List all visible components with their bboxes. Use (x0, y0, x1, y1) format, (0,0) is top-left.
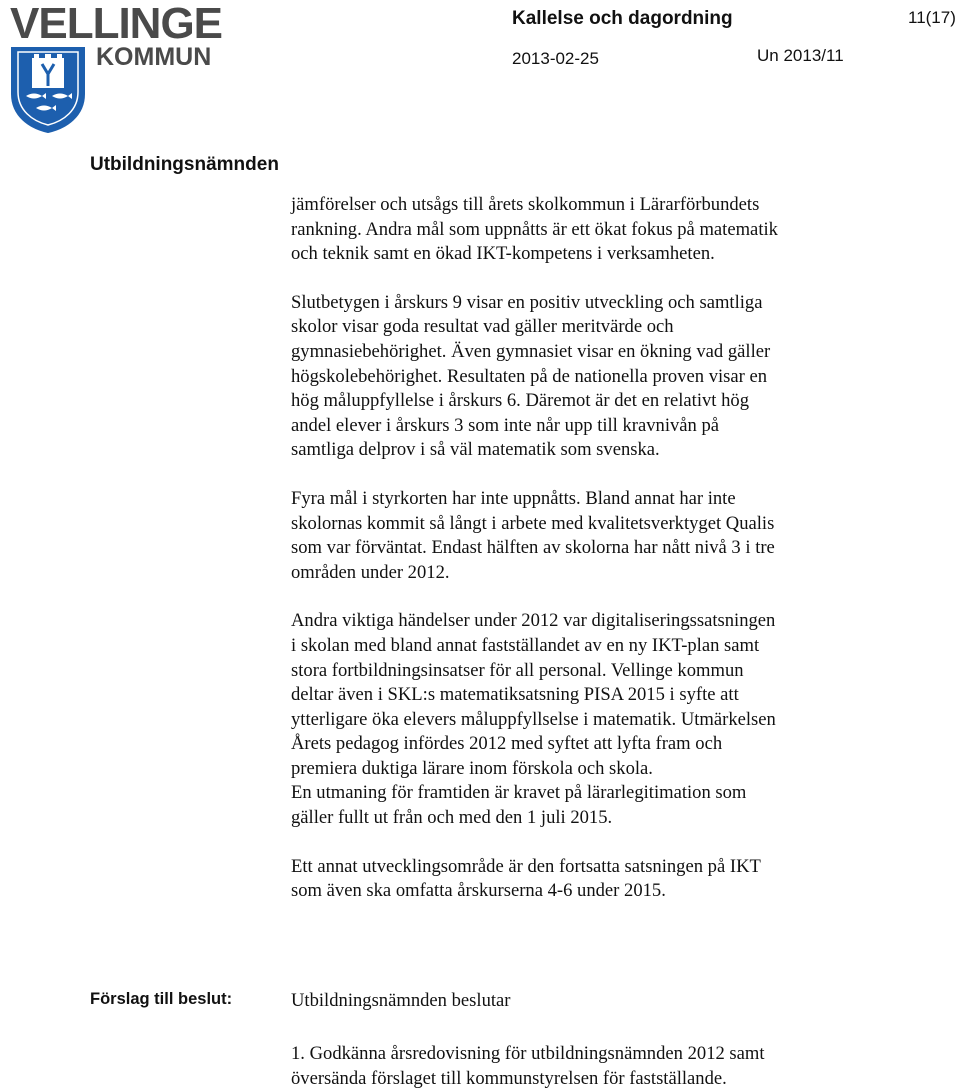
paragraph: Fyra mål i styrkorten har inte uppnåtts. Bland annat har inte skolornas kommit så långt i arbete med kvalitetsverktyget Qualis som var förväntat. Endast hälften av skolorna har nått nivå 3 i tre områden under 2012. (291, 487, 775, 583)
logo-wordmark-kommun: KOMMUN (96, 43, 212, 71)
decision-item: 1. Godkänna årsredovisning för utbildningsnämnden 2012 samt översända förslaget till kommunstyrelsen för fastställande. (291, 1043, 765, 1089)
paragraph: jämförelser och utsågs till årets skolkommun i Lärarförbundets rankning. Andra mål som uppnåtts är ett ökat fokus på matematik och teknik samt en ökad IKT-kompetens i verksamheten. (291, 194, 778, 265)
decision-label: Förslag till beslut: (90, 990, 233, 1008)
document-title: Kallelse och dagordning (512, 8, 733, 29)
document-date: 2013-02-25 (512, 49, 599, 68)
decision-heading: Utbildningsnämnden beslutar (291, 990, 511, 1011)
paragraph: Ett annat utvecklingsområde är den fortsatta satsningen på IKT som även ska omfatta årskurserna 4-6 under 2015. (291, 855, 761, 902)
coat-of-arms-icon (8, 44, 88, 134)
body-text (291, 193, 931, 904)
paragraph: Andra viktiga händelser under 2012 var digitaliseringssatsningen i skolan med bland annat fastställandet av en ny IKT-plan samt stora fortbildningsinsatser för all personal. Vellinge kommun deltar även i SKL:s matematiksatsning PISA 2015 i syfte att ytterligare öka elevers måluppfyllselse i matematik. Utmärkelsen Årets pedagog infördes 2012 med syftet att lyfta fram och premiera duktiga lärare inom förskola och skola. En utmaning för framtiden är kravet på lärarlegitimation som gäller fullt ut från och med den 1 juli 2015. (291, 610, 776, 829)
document-reference: Un 2013/11 (757, 46, 844, 65)
organization-name: Utbildningsnämnden (90, 154, 279, 175)
page-number: 11(17) (908, 8, 956, 27)
logo-wordmark-vellinge: VELLINGE (10, 0, 223, 48)
paragraph: Slutbetygen i årskurs 9 visar en positiv utveckling och samtliga skolor visar goda resultat vad gäller meritvärde och gymnasiebehörighet. Även gymnasiet visar en ökning vad gäller högskolebehörighet. Resultaten på de nationella proven visar en hög måluppfyllelse i årskurs 6. Däremot är det en relativt hög andel elever i årskurs 3 som inte når upp till kravnivån på samtliga delprov i så väl matematik som svenska. (291, 291, 771, 461)
municipality-logo (4, 0, 223, 134)
